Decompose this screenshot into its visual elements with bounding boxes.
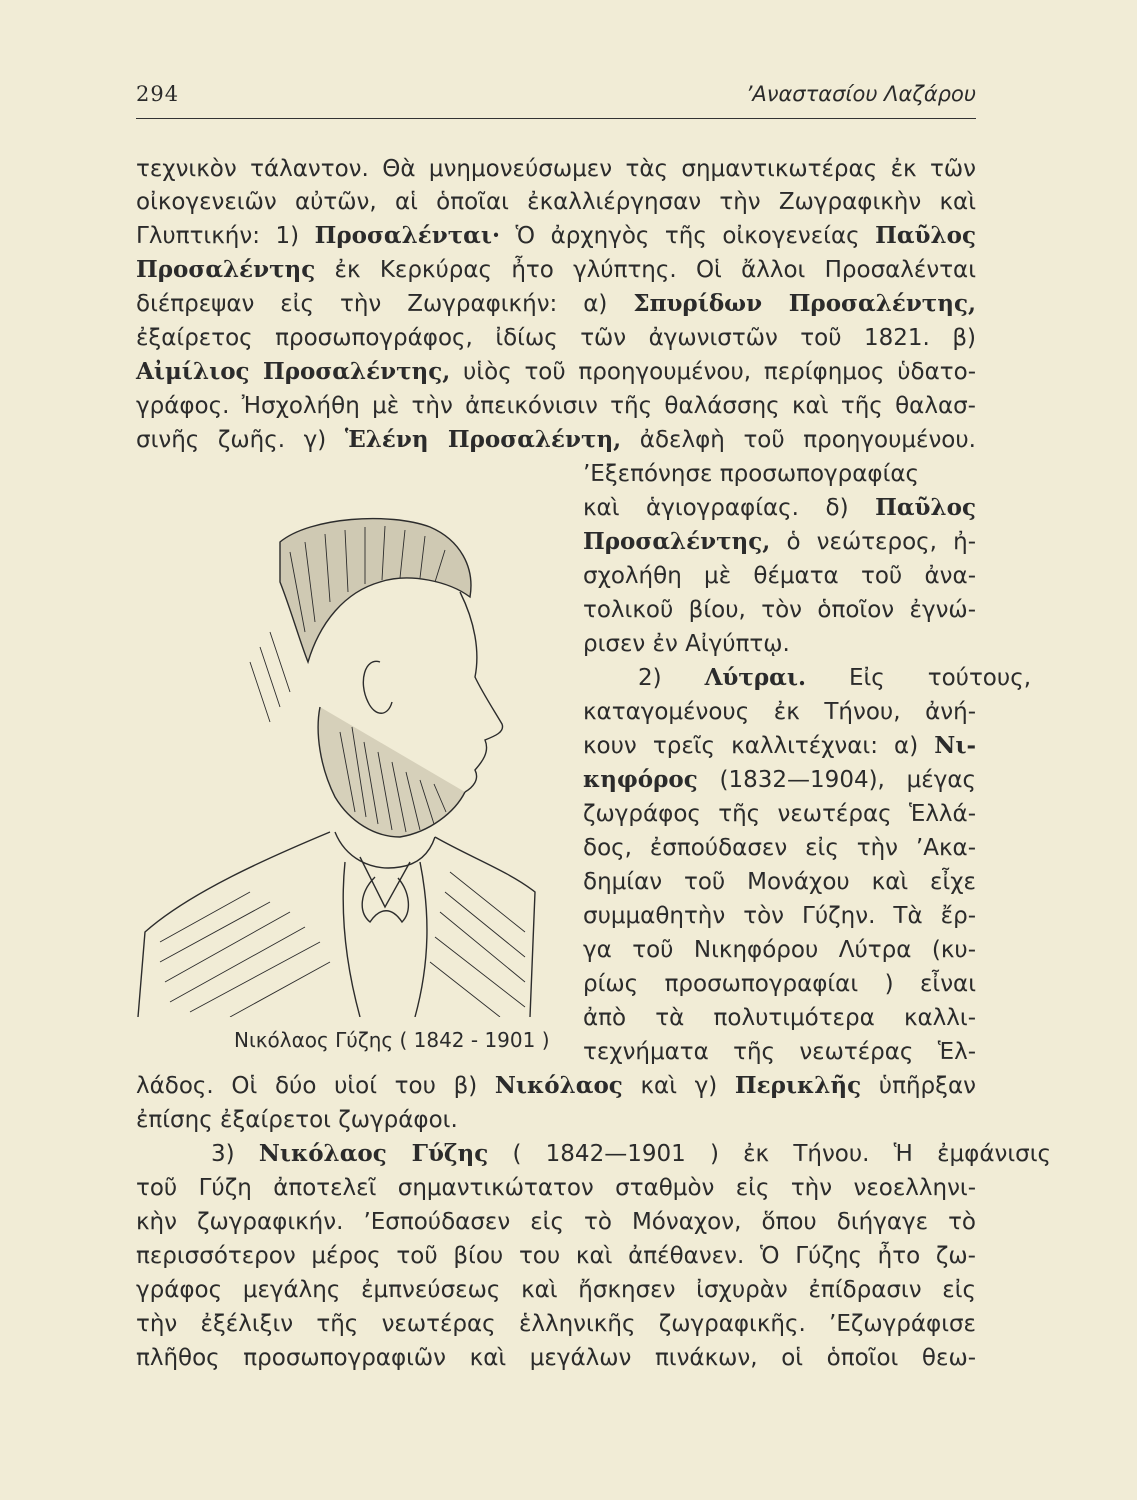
text-run: ἀδελφὴ τοῦ προηγουμένου. xyxy=(621,427,976,453)
text-line xyxy=(583,494,976,522)
text-run: ρισεν ἐν Αἰγύπτῳ. xyxy=(583,631,790,657)
text-line xyxy=(583,868,976,896)
text-run: τοῦ Γύζη ἀποτελεῖ σημαντικώτατον σταθμὸν εἰς τὴν νεοελληνι- xyxy=(136,1175,976,1201)
text-line xyxy=(136,1174,976,1202)
text-run: ἀπὸ τὰ πολυτιμότερα καλλι- xyxy=(583,1005,976,1031)
text-run: σινῆς ζωῆς. γ) xyxy=(136,427,345,453)
text-run: (1832—1904), μέγας xyxy=(697,767,976,793)
text-run: ὁ νεώτερος, ἠ- xyxy=(770,529,976,555)
text-run: καὶ ἁγιογραφίας. δ) xyxy=(583,495,876,521)
text-line xyxy=(583,902,976,930)
text-line xyxy=(583,698,976,726)
text-run: τολικοῦ βίου, τὸν ὁποῖον ἐγνώ- xyxy=(583,597,976,623)
text-line xyxy=(583,664,1031,692)
text-run: Ὁ ἀρχηγὸς τῆς οἰκογενείας xyxy=(500,223,876,249)
text-run: ’Εξεπόνησε προσωπογραφίας xyxy=(583,461,920,487)
bold-name: Περικλῆς xyxy=(734,1072,862,1099)
text-line xyxy=(583,630,976,658)
text-run: γράφος μεγάλης ἐμπνεύσεως καὶ ἤσκησεν ἰσχυρὰν ἐπίδρασιν εἰς xyxy=(136,1277,976,1303)
text-run: υἱὸς τοῦ προηγουμένου, περίφημος ὑδατο- xyxy=(450,359,976,385)
text-run: ἐπίσης ἐξαίρετοι ζωγράφοι. xyxy=(136,1107,458,1133)
text-run: Εἰς τούτους, xyxy=(806,665,1032,691)
text-line xyxy=(583,936,976,964)
text-line xyxy=(583,766,976,794)
text-run: γράφος. Ἠσχολήθη μὲ τὴν ἀπεικόνισιν τῆς θαλάσσης καὶ τῆς θαλασ- xyxy=(136,393,976,419)
text-line xyxy=(583,562,976,590)
text-line xyxy=(583,528,976,556)
text-line xyxy=(136,256,976,284)
text-line xyxy=(583,596,976,624)
text-run: δημίαν τοῦ Μονάχου καὶ εἶχε xyxy=(583,869,976,895)
text-line xyxy=(136,1344,976,1372)
text-run: κὴν ζωγραφικήν. ’Εσπούδασεν εἰς τὸ Μόναχον, ὅπου διήγαγε τὸ xyxy=(136,1209,976,1235)
text-line xyxy=(136,222,976,250)
text-line xyxy=(136,1276,976,1304)
text-run: Γλυπτικήν: 1) xyxy=(136,223,315,249)
bold-name: Λύτραι. xyxy=(704,664,806,691)
text-line xyxy=(583,460,976,488)
bold-name: Προσαλέντης, xyxy=(583,528,771,555)
bold-name: Προσαλέντης xyxy=(136,256,316,283)
text-run: πλῆθος προσωπογραφιῶν καὶ μεγάλων πινάκων, οἱ ὁποῖοι θεω- xyxy=(136,1345,976,1371)
text-line xyxy=(583,834,976,862)
text-line xyxy=(136,1106,976,1134)
text-line xyxy=(583,732,976,760)
header-rule xyxy=(136,118,976,119)
text-line xyxy=(583,970,976,998)
text-run: ἐκ Κερκύρας ἦτο γλύπτης. Οἱ ἄλλοι Προσαλένται xyxy=(315,257,976,283)
text-run: καταγομένους ἐκ Τήνου, ἀνή- xyxy=(583,699,976,725)
text-line xyxy=(136,155,976,183)
text-line xyxy=(136,1208,976,1236)
running-head: ’Αναστασίου Λαζάρου xyxy=(745,82,976,106)
text-line xyxy=(583,800,976,828)
text-line xyxy=(136,1140,1051,1168)
text-run: καὶ γ) xyxy=(622,1073,735,1099)
portrait-illustration xyxy=(130,512,570,1017)
bold-name: κηφόρος xyxy=(583,766,698,793)
text-run: δος, ἐσπούδασεν εἰς τὴν ’Ακα- xyxy=(583,835,976,861)
text-line xyxy=(136,324,976,352)
text-line xyxy=(136,188,976,216)
bold-name: Παῦλος xyxy=(875,222,976,249)
text-run: ζωγράφος τῆς νεωτέρας Ἑλλά- xyxy=(583,801,976,827)
text-line xyxy=(583,1004,976,1032)
text-line xyxy=(136,426,976,454)
text-run: 3) xyxy=(211,1141,259,1167)
text-line xyxy=(136,1242,976,1270)
text-run: συμμαθητὴν τὸν Γύζην. Τὰ ἔρ- xyxy=(583,903,976,929)
text-run: σχολήθη μὲ θέματα τοῦ ἀνα- xyxy=(583,563,976,589)
text-line xyxy=(136,1310,976,1338)
text-run: ρίως προσωπογραφίαι ) εἶναι xyxy=(583,971,976,997)
bold-name: Νι- xyxy=(934,732,976,759)
page-number: 294 xyxy=(136,82,180,106)
text-line xyxy=(136,290,976,318)
text-run: γα τοῦ Νικηφόρου Λύτρα (κυ- xyxy=(583,937,976,963)
text-run: ὑπῆρξαν xyxy=(861,1073,976,1099)
text-line xyxy=(583,1038,976,1066)
bold-name: Νικόλαος Γύζης xyxy=(258,1140,489,1167)
text-run: τὴν ἐξέλιξιν τῆς νεωτέρας ἑλληνικῆς ζωγραφικῆς. ’Εζωγράφισε xyxy=(136,1311,976,1337)
text-line xyxy=(136,1072,976,1100)
text-run: ἐξαίρετος προσωπογράφος, ἰδίως τῶν ἀγωνιστῶν τοῦ 1821. β) xyxy=(136,325,976,351)
text-run: 2) xyxy=(638,665,705,691)
page-header xyxy=(136,82,976,118)
bold-name: Σπυρίδων Προσαλέντης, xyxy=(633,290,976,317)
bold-name: Παῦλος xyxy=(875,494,976,521)
figure-caption: Νικόλαος Γύζης ( 1842 - 1901 ) xyxy=(234,1028,550,1052)
text-run: διέπρεψαν εἰς τὴν Ζωγραφικήν: α) xyxy=(136,291,634,317)
text-run: λάδος. Οἱ δύο υἱοί του β) xyxy=(136,1073,495,1099)
bold-name: Αἰμίλιος Προσαλέντης, xyxy=(136,358,451,385)
text-run: τεχνήματα τῆς νεωτέρας Ἑλ- xyxy=(583,1039,976,1065)
text-line xyxy=(136,392,976,420)
text-run: ( 1842—1901 ) ἐκ Τήνου. Ἡ ἐμφάνισις xyxy=(488,1141,1051,1167)
text-run: οἰκογενειῶν αὐτῶν, αἱ ὁποῖαι ἐκαλλιέργησαν τὴν Ζωγραφικὴν καὶ xyxy=(136,189,976,215)
bold-name: Προσαλένται· xyxy=(314,222,501,249)
text-run: κουν τρεῖς καλλιτέχναι: α) xyxy=(583,733,935,759)
text-line xyxy=(136,358,976,386)
bold-name: Ἑλένη Προσαλέντη, xyxy=(344,426,622,453)
text-run: τεχνικὸν τάλαντον. Θὰ μνημονεύσωμεν τὰς σημαντικωτέρας ἐκ τῶν xyxy=(136,156,976,182)
bold-name: Νικόλαος xyxy=(494,1072,623,1099)
text-run: περισσότερον μέρος τοῦ βίου του καὶ ἀπέθανεν. Ὁ Γύζης ἦτο ζω- xyxy=(136,1243,976,1269)
